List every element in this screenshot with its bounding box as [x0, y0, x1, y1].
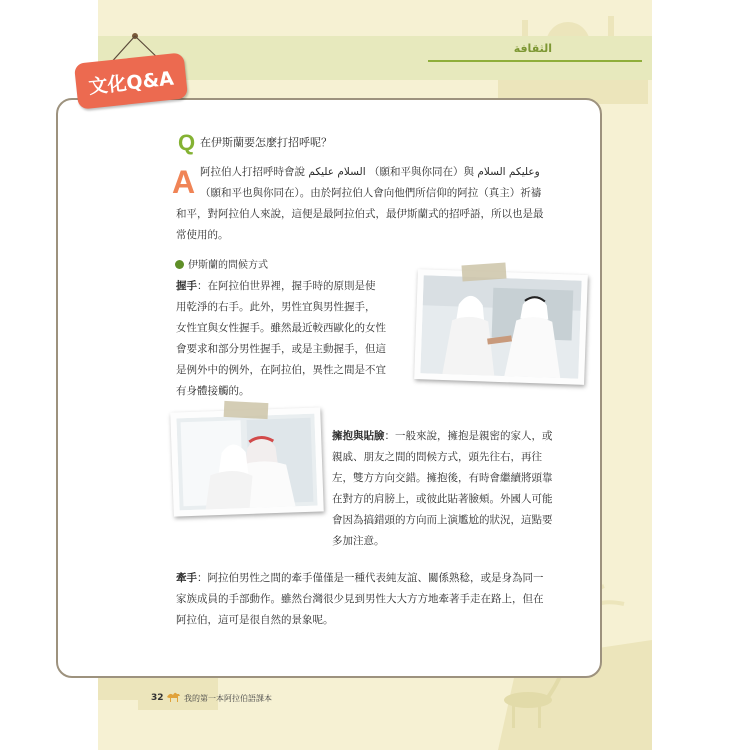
- book-title: 我的第一本阿拉伯語課本: [184, 694, 272, 703]
- handshake-line-2: 用乾淨的右手。此外，男性宜與男性握手，: [176, 301, 376, 313]
- answer-line-3: 和平，對阿拉伯人來說，這便是最阿拉伯式，最伊斯蘭式的招呼語，所以也是最: [176, 208, 544, 220]
- question-letter: Q: [178, 130, 196, 155]
- hug-paragraph-first: [332, 426, 553, 447]
- camel-icon: [166, 690, 181, 703]
- holding-hands-label: 牽手: [176, 572, 197, 584]
- hug-photo: [170, 407, 324, 516]
- handshake-line-6: 有身體接觸的。: [176, 385, 250, 397]
- hug-label: 擁抱與貼臉: [332, 430, 385, 442]
- holding-hands-paragraph-first: [176, 568, 544, 589]
- header-rule: [428, 60, 642, 62]
- hug-line-6: 多加注意。: [332, 535, 385, 547]
- handshake-photo: [414, 269, 588, 385]
- hug-line-2: 親戚、朋友之間的問候方式，頭先往右，再往: [332, 451, 542, 463]
- holding-hands-line-1: ：阿拉伯男性之間的牽手僅僅是一種代表純友誼、關係熟稔，或是身為同一: [197, 572, 544, 584]
- holding-hands-line-2: 家族成員的手部動作。雖然台灣很少見到男性大大方方地牽著手走在路上，但在: [176, 593, 544, 605]
- handshake-paragraph-first: [176, 276, 376, 297]
- handshake-line-1: ：在阿拉伯世界裡，握手時的原則是使: [197, 280, 376, 292]
- photo-tape: [224, 401, 269, 419]
- page-number: 32: [151, 693, 164, 703]
- section-title: 伊斯蘭的問候方式: [188, 260, 268, 271]
- hug-line-3: 左，雙方方向交錯。擁抱後，有時會繼續將頭靠: [332, 472, 553, 484]
- answer-line-4: 常使用的。: [176, 229, 229, 241]
- answer-line-1: 阿拉伯人打招呼時會說 السلام عليكم （願和平與你同在）與 وعليكم السلام: [200, 166, 540, 178]
- holding-hands-line-3: 阿拉伯，這可是很自然的景象呢。: [176, 614, 334, 626]
- handshake-line-3: 女性宜與女性握手。雖然最近較西歐化的女性: [176, 322, 386, 334]
- header-arabic-label: الثقافة: [513, 42, 552, 55]
- answer-line-2: （願和平也與你同在）。由於阿拉伯人會向他們所信仰的阿拉（真主）祈禱: [200, 187, 542, 199]
- badge-text: 文化Q&A: [87, 67, 175, 99]
- handshake-label: 握手: [176, 280, 197, 292]
- photo-tape: [461, 262, 506, 281]
- question-text: 在伊斯蘭要怎麼打招呼呢？: [200, 136, 332, 149]
- hug-line-1: ：一般來說，擁抱是親密的家人，或: [384, 430, 553, 442]
- handshake-line-5: 是例外中的例外，在阿拉伯，異性之間是不宜: [176, 364, 386, 376]
- hug-line-4: 在對方的肩膀上，或彼此貼著臉頰。外國人可能: [332, 493, 553, 505]
- hug-line-5: 會因為搞錯頭的方向而上演尷尬的狀況，這點要: [332, 514, 553, 526]
- handshake-line-4: 會要求和部分男性握手，或是主動握手，但這: [176, 343, 386, 355]
- section-bullet-icon: [175, 260, 184, 269]
- answer-letter: A: [172, 164, 196, 200]
